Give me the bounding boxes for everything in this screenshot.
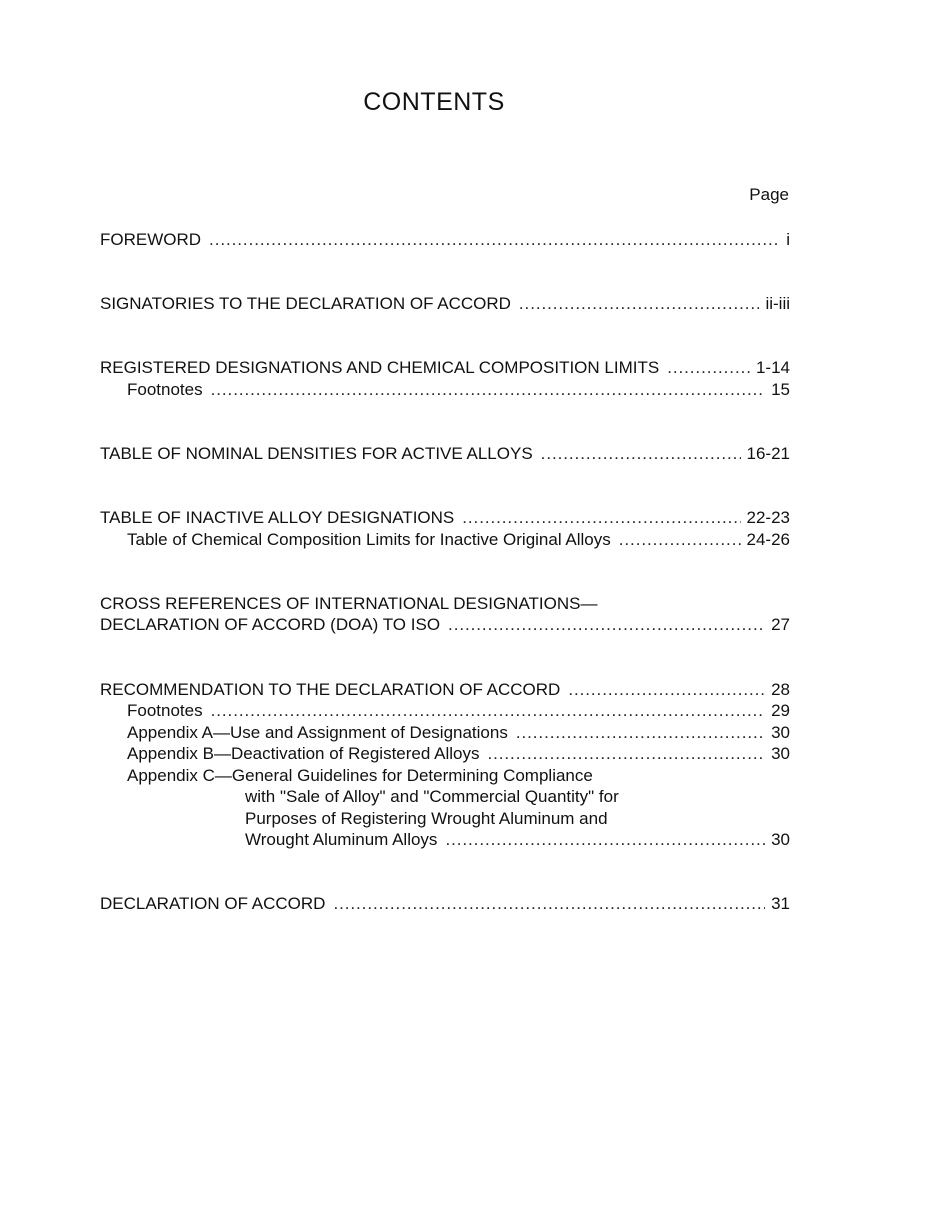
dot-leader: [211, 700, 765, 721]
toc-entry-label: Footnotes: [127, 701, 203, 720]
toc-entry-page: 15: [771, 380, 790, 399]
toc-entry-page: 31: [771, 894, 790, 913]
toc-entry-label: Wrought Aluminum Alloys: [245, 830, 438, 849]
toc-entry-page: 24-26: [746, 530, 790, 549]
toc-entry-declaration-of-accord[interactable]: [100, 893, 790, 914]
page-title: CONTENTS: [363, 88, 505, 116]
toc-subentry-appendix-c-line1: Appendix C—General Guidelines for Determining Compliance: [127, 766, 593, 785]
toc-entry-foreword[interactable]: [100, 229, 790, 250]
dot-leader: [541, 443, 741, 464]
toc-entry-label: Footnotes: [127, 380, 203, 399]
dot-leader: [209, 229, 780, 250]
toc-entry-recommendation[interactable]: [100, 679, 790, 700]
dot-leader: [448, 614, 765, 635]
page-column-header: Page: [749, 185, 789, 204]
dot-leader: [487, 743, 765, 764]
toc-entry-label: Appendix B—Deactivation of Registered Alloys: [127, 744, 480, 763]
toc-entry-label: Table of Chemical Composition Limits for Inactive Original Alloys: [127, 530, 611, 549]
toc-subentry-inactive-chemical-limits[interactable]: [127, 529, 790, 550]
dot-leader: [211, 379, 765, 400]
toc-entry-page: 30: [771, 830, 790, 849]
toc-entry-page: ii-iii: [765, 294, 790, 313]
toc-entry-label: TABLE OF INACTIVE ALLOY DESIGNATIONS: [100, 508, 455, 527]
toc-subentry-appendix-c[interactable]: [245, 829, 790, 850]
toc-entry-label: DECLARATION OF ACCORD (DOA) TO ISO: [100, 615, 441, 634]
toc-entry-page: 22-23: [746, 508, 790, 527]
toc-entry-label: DECLARATION OF ACCORD: [100, 894, 326, 913]
toc-subentry-appendix-c-line2: with "Sale of Alloy" and "Commercial Quantity" for: [245, 787, 619, 806]
toc-entry-page: 30: [771, 723, 790, 742]
toc-entry-label: RECOMMENDATION TO THE DECLARATION OF ACCORD: [100, 680, 561, 699]
toc-entry-label: Appendix A—Use and Assignment of Designations: [127, 723, 508, 742]
toc-entry-page: 29: [771, 701, 790, 720]
toc-entry-label: SIGNATORIES TO THE DECLARATION OF ACCORD: [100, 294, 511, 313]
dot-leader: [619, 529, 741, 550]
toc-subentry-registered-footnotes[interactable]: [127, 379, 790, 400]
toc-entry-page: 16-21: [746, 444, 790, 463]
toc-entry-registered-designations[interactable]: [100, 357, 790, 378]
dot-leader: [516, 722, 765, 743]
toc-subentry-appendix-c-line3: Purposes of Registering Wrought Aluminum and: [245, 809, 608, 828]
toc-entry-cross-references-line1: CROSS REFERENCES OF INTERNATIONAL DESIGNATIONS—: [100, 594, 598, 613]
toc-subentry-recommendation-footnotes[interactable]: [127, 700, 790, 721]
toc-entry-page: 1-14: [755, 358, 790, 377]
toc-subentry-appendix-b[interactable]: [127, 743, 790, 764]
dot-leader: [667, 357, 750, 378]
toc-entry-label: FOREWORD: [100, 230, 202, 249]
toc-entry-page: 28: [771, 680, 790, 699]
toc-subentry-appendix-a[interactable]: [127, 722, 790, 743]
dot-leader: [445, 829, 765, 850]
toc-entry-cross-references[interactable]: [100, 614, 790, 635]
dot-leader: [519, 293, 760, 314]
toc-entry-page: i: [786, 230, 790, 249]
dot-leader: [333, 893, 765, 914]
dot-leader: [462, 507, 740, 528]
toc-entry-page: 30: [771, 744, 790, 763]
toc-entry-page: 27: [771, 615, 790, 634]
toc-entry-label: TABLE OF NOMINAL DENSITIES FOR ACTIVE ALLOYS: [100, 444, 533, 463]
toc-entry-inactive-alloys[interactable]: [100, 507, 790, 528]
dot-leader: [568, 679, 765, 700]
toc-entry-nominal-densities[interactable]: [100, 443, 790, 464]
toc-entry-signatories[interactable]: [100, 293, 790, 314]
toc-entry-label: REGISTERED DESIGNATIONS AND CHEMICAL COMPOSITION LIMITS: [100, 358, 660, 377]
